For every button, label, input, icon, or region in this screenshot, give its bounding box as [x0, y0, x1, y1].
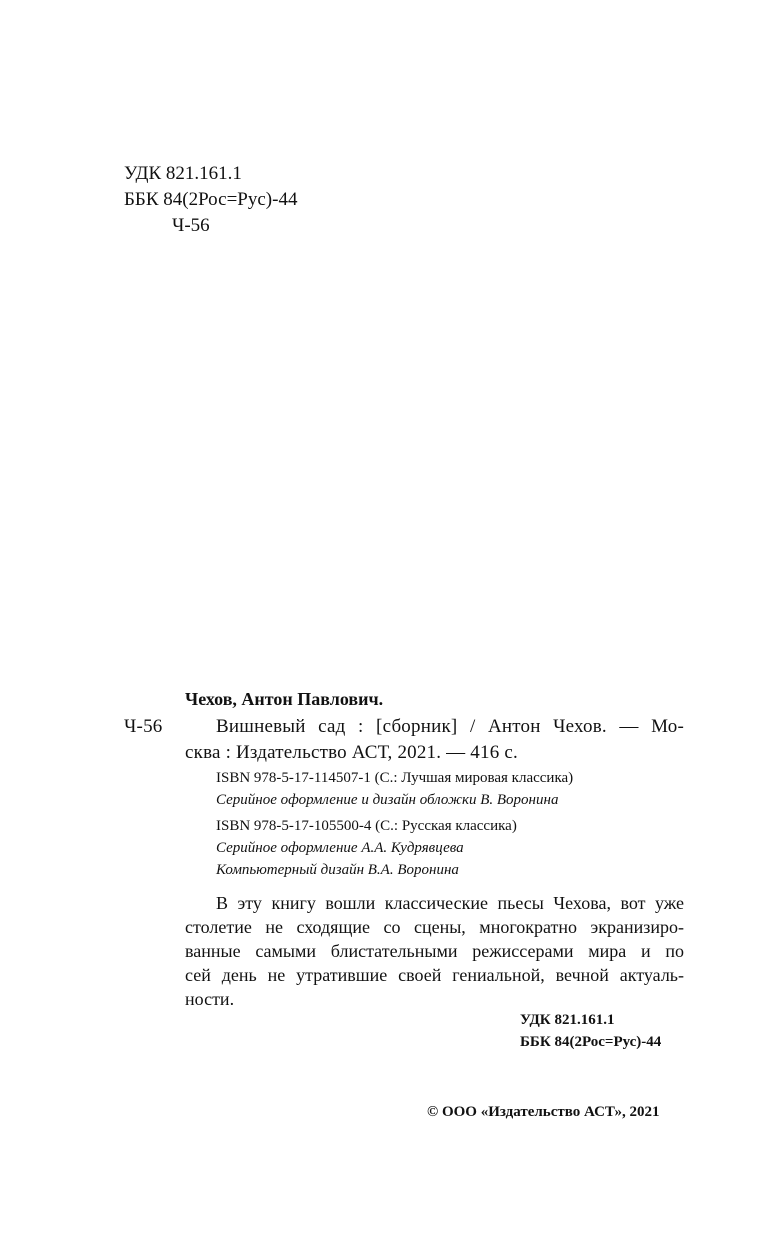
title-line-2: сква : Издательство АСТ, 2021. — 416 с. [185, 742, 518, 763]
udk-code-bottom: УДК 821.161.1 [520, 1012, 615, 1028]
annotation-line-1: В эту книгу вошли классические пьесы Чехова, вот уже [216, 893, 684, 913]
design-credit-1: Серийное оформление и дизайн обложки В. Воронина [216, 792, 559, 808]
annotation-line-4: сей день не утратившие своей гениальной, вечной актуаль- [185, 965, 684, 985]
isbn-1: ISBN 978-5-17-114507-1 (С.: Лучшая мировая классика) [216, 770, 574, 786]
isbn-2: ISBN 978-5-17-105500-4 (С.: Русская классика) [216, 818, 517, 834]
author-name: Чехов, Антон Павлович. [185, 689, 384, 709]
copyright-notice: © ООО «Издательство АСТ», 2021 [427, 1104, 660, 1120]
design-credit-2: Серийное оформление А.А. Кудрявцева [216, 840, 464, 856]
title-line-1: Вишневый сад : [сборник] / Антон Чехов. — Мо- [216, 716, 684, 737]
author-mark-top: Ч-56 [172, 215, 210, 236]
author-mark: Ч-56 [124, 716, 163, 737]
annotation-line-5: ности. [185, 989, 235, 1009]
annotation-line-2: столетие не сходящие со сцены, многократно экранизиро- [185, 917, 684, 937]
design-credit-3: Компьютерный дизайн В.А. Воронина [216, 862, 459, 878]
annotation-line-3: ванные самыми блистательными режиссерами мира и по [185, 941, 684, 961]
udk-code-top: УДК 821.161.1 [124, 163, 242, 184]
bbk-code-top: ББК 84(2Рос=Рус)-44 [124, 189, 298, 210]
bbk-code-bottom: ББК 84(2Рос=Рус)-44 [520, 1034, 662, 1050]
